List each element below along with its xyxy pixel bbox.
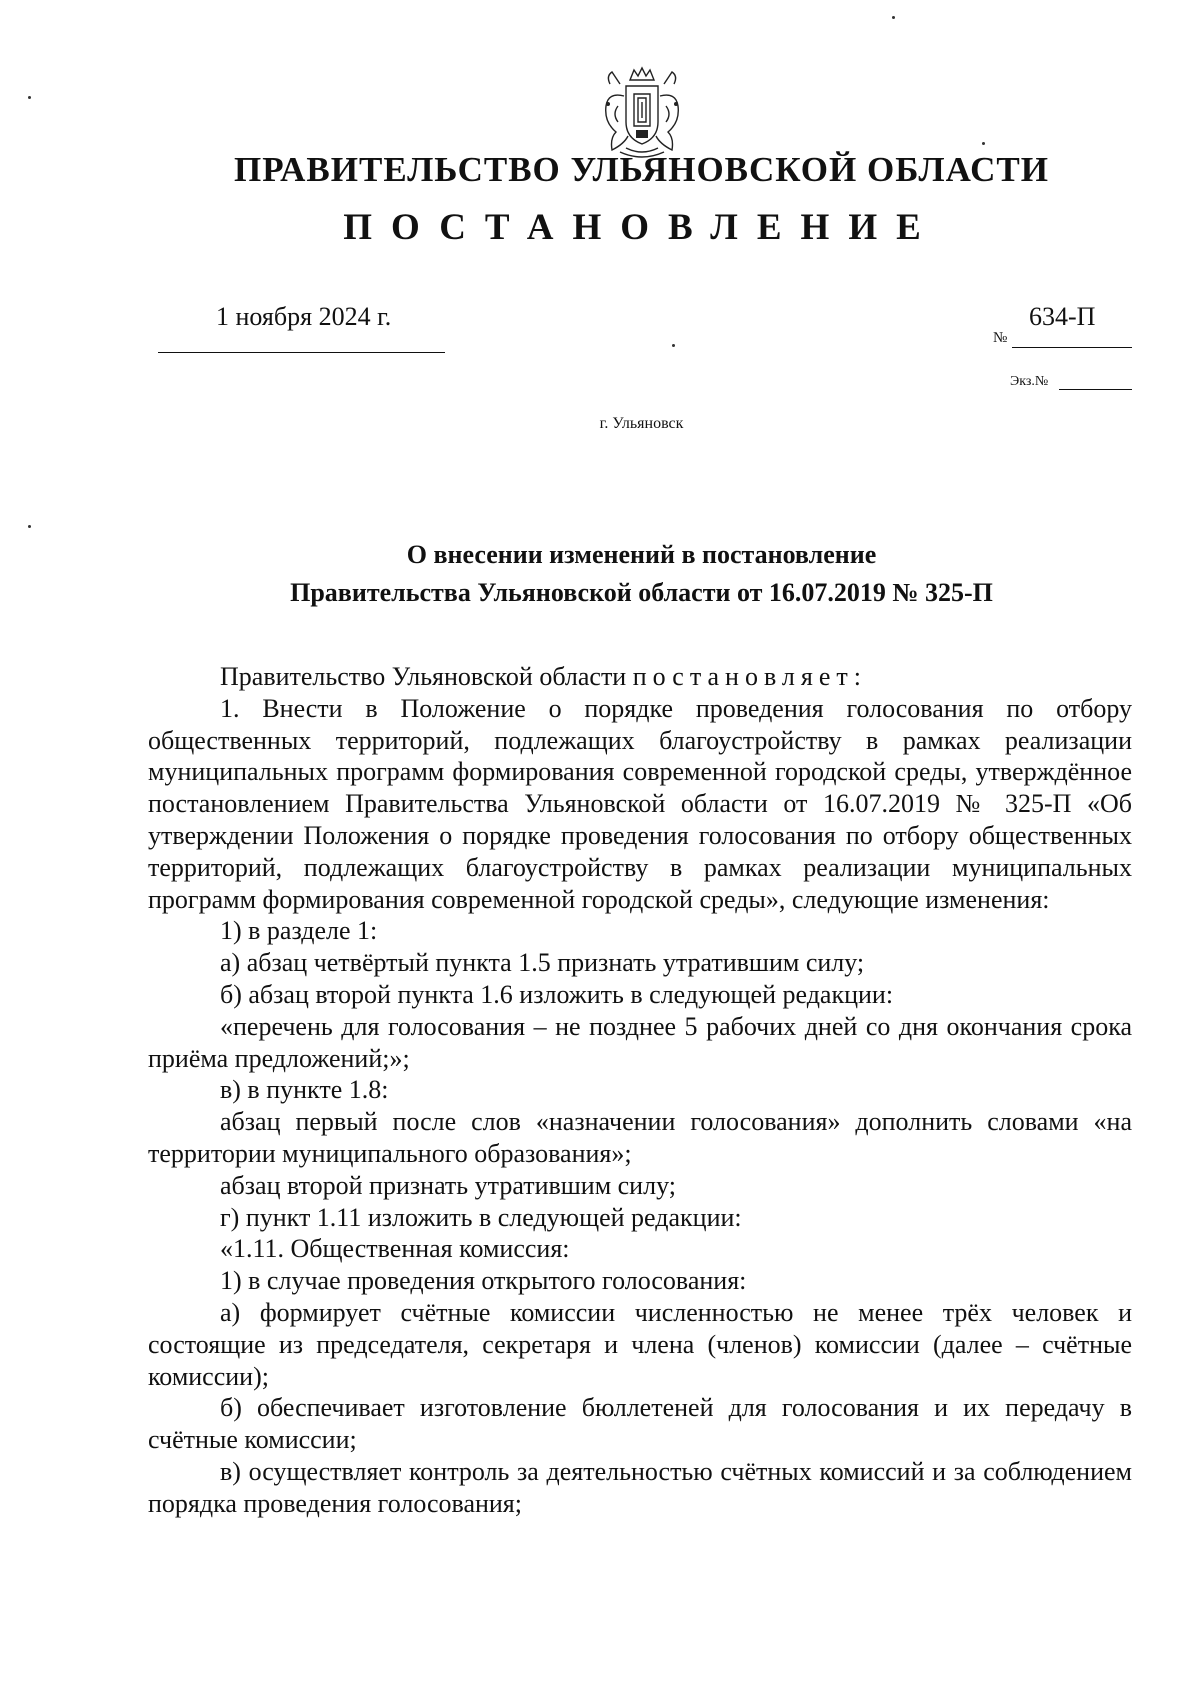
body-paragraph: а) формирует счётные комиссии численностью не менее трёх человек и состоящие из председателя, секретаря и члена (членов) комиссии (далее – счётные комиссии); bbox=[148, 1297, 1132, 1391]
body-paragraph: б) абзац второй пункта 1.6 изложить в следующей редакции: bbox=[220, 979, 894, 1009]
scan-speck bbox=[672, 344, 675, 347]
government-title: ПРАВИТЕЛЬСТВО УЛЬЯНОВСКОЙ ОБЛАСТИ bbox=[234, 150, 1049, 189]
city-name: г. Ульяновск bbox=[599, 415, 684, 432]
document-body bbox=[148, 661, 1132, 1520]
body-paragraph: а) абзац четвёртый пункта 1.5 признать утратившим силу; bbox=[220, 948, 865, 978]
body-paragraph: б) обеспечивает изготовление бюллетеней для голосования и их передачу в счётные комиссии; bbox=[148, 1393, 1132, 1455]
body-paragraph: 1. Внести в Положение о порядке проведения голосования по отбору общественных территорий, подлежащих благоустройству в рамках реализации муниципальных программ формирования современной городской среды, утверждённое постановлением Правительства Ульяновской области от 16.07.2019 № 325-П «Об утверждении Положения о порядке проведения голосования по отбору общественных территорий, подлежащих благоустройству в рамках реализации муниципальных программ формирования современной городской среды», следующие изменения: bbox=[148, 693, 1132, 914]
body-paragraph: г) пункт 1.11 изложить в следующей редакции: bbox=[220, 1202, 742, 1232]
scan-speck bbox=[982, 142, 985, 145]
copy-number-label: Экз.№ bbox=[1010, 374, 1049, 389]
document-subject bbox=[0, 536, 1200, 612]
intro-paragraph bbox=[148, 661, 1132, 693]
body-paragraph: в) в пункте 1.8: bbox=[220, 1075, 389, 1105]
subject-line-1: О внесении изменений в постановление bbox=[406, 540, 877, 569]
body-paragraph: 1) в случае проведения открытого голосования: bbox=[220, 1266, 747, 1296]
document-number: 634-П bbox=[1029, 302, 1096, 331]
body-paragraph: 1) в разделе 1: bbox=[220, 916, 378, 946]
number-sign: № bbox=[993, 330, 1008, 346]
scan-speck bbox=[892, 16, 895, 19]
document-date: 1 ноября 2024 г. bbox=[216, 302, 392, 331]
intro-subject: Правительство Ульяновской области bbox=[220, 662, 633, 691]
scan-speck bbox=[28, 96, 31, 99]
document-type-title: ПОСТАНОВЛЕНИЕ bbox=[343, 207, 940, 248]
date-underline bbox=[158, 352, 445, 353]
coat-of-arms-emblem bbox=[596, 66, 688, 162]
body-paragraph: в) осуществляет контроль за деятельностью счётных комиссий и за соблюдением порядка проведения голосования; bbox=[148, 1456, 1132, 1518]
body-paragraph: «1.11. Общественная комиссия: bbox=[220, 1234, 570, 1264]
copy-number-underline bbox=[1059, 389, 1132, 390]
number-underline bbox=[1012, 347, 1132, 348]
subject-line-2: Правительства Ульяновской области от 16.07.2019 № 325-П bbox=[290, 578, 993, 607]
scan-speck bbox=[28, 525, 31, 528]
intro-verb: постановляет: bbox=[632, 662, 867, 691]
body-paragraph: «перечень для голосования – не позднее 5 рабочих дней со дня окончания срока приёма предложений;»; bbox=[148, 1011, 1132, 1073]
body-paragraph: абзац первый после слов «назначении голосования» дополнить словами «на территории муниципального образования»; bbox=[148, 1107, 1132, 1168]
body-paragraph: абзац второй признать утратившим силу; bbox=[220, 1170, 676, 1200]
